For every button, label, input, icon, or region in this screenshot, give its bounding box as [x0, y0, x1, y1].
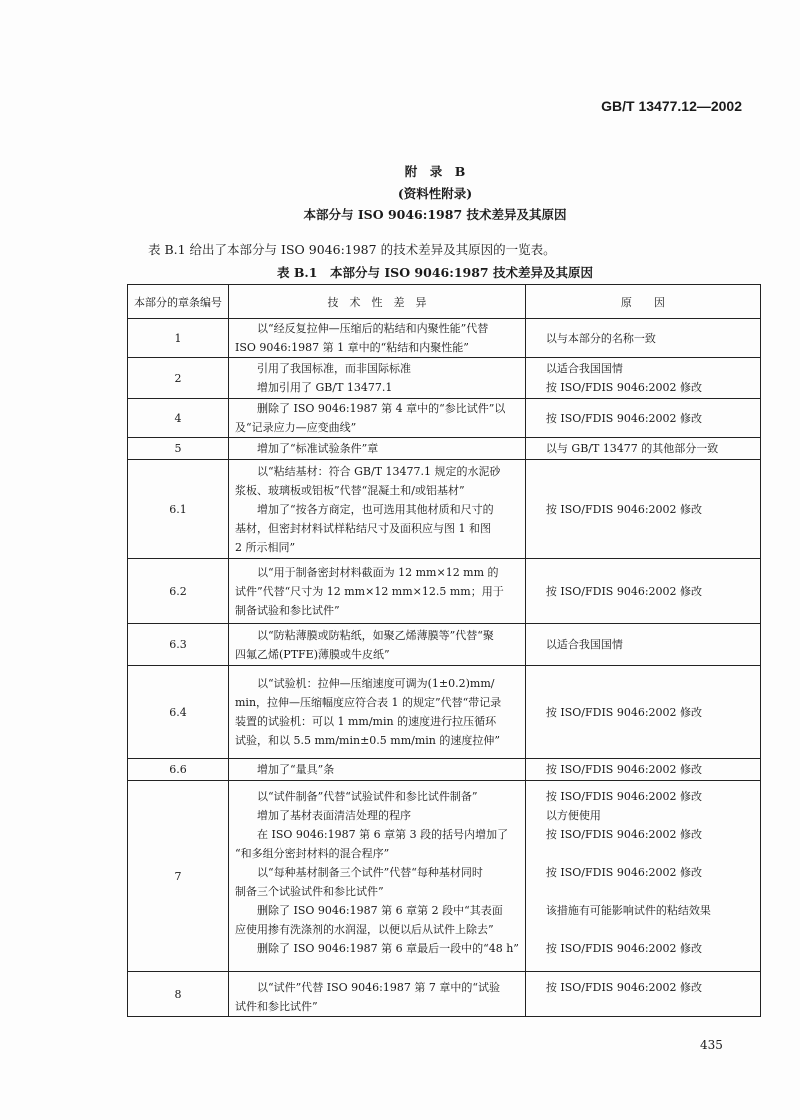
reason-line: 该措施有可能影响试件的粘结效果 — [545, 904, 711, 917]
reason-line: 以适合我国国情 — [545, 638, 623, 651]
reason-line — [546, 920, 754, 939]
table-caption: 表 B.1 本部分与 ISO 9046:1987 技术差异及其原因 — [277, 265, 593, 280]
reason-line — [546, 844, 754, 863]
standard-number: GB/T 13477.12—2002 — [601, 98, 742, 114]
reason-line: 按 ISO/FDIS 9046:2002 修改 — [545, 584, 703, 598]
header-difference: 技 术 性 差 异 — [229, 285, 526, 319]
clause-number: 2 — [128, 358, 229, 399]
difference-cell — [229, 358, 526, 399]
clause-number: 6.3 — [128, 624, 229, 666]
reason-line: 按 ISO/FDIS 9046:2002 修改 — [545, 502, 703, 516]
reason-line: 按 ISO/FDIS 9046:2002 修改 — [545, 763, 703, 776]
header-clause: 本部分的章条编号 — [128, 285, 229, 319]
reason-line: 按 ISO/FDIS 9046:2002 修改 — [545, 866, 703, 879]
difference-cell — [229, 399, 526, 438]
difference-line: 增加了“按各方商定，也可选用其他材质和尺寸的 — [257, 502, 494, 516]
reason-cell — [525, 319, 760, 358]
difference-line: 增加了基材表面清洁处理的程序 — [257, 809, 411, 822]
difference-line: 删除了 ISO 9046:1987 第 6 章第 2 段中“其表面 — [257, 904, 503, 917]
difference-line: 试件”代替“尺寸为 12 mm×12 mm×12.5 mm；用于 — [235, 584, 504, 598]
clause-number: 4 — [128, 399, 229, 438]
reason-cell — [525, 781, 760, 972]
difference-line: 制备试验和参比试件” — [235, 603, 340, 617]
difference-line: 以“粘结基材：符合 GB/T 13477.1 规定的水泥砂 — [257, 464, 501, 478]
difference-line: min，拉伸—压缩幅度应符合表 1 的规定”代替“带记录 — [235, 696, 502, 709]
difference-cell — [229, 972, 526, 1017]
table-row — [128, 438, 761, 460]
difference-cell — [229, 460, 526, 559]
reason-cell — [525, 559, 760, 624]
clause-number: 6.6 — [128, 759, 229, 781]
table-row — [128, 781, 761, 972]
clause-number: 1 — [128, 319, 229, 358]
intro-paragraph: 表 B.1 给出了本部分与 ISO 9046:1987 的技术差异及其原因的一览表。 — [148, 242, 556, 257]
difference-cell — [229, 666, 526, 759]
reason-line: 按 ISO/FDIS 9046:2002 修改 — [545, 381, 703, 394]
clause-number: 6.4 — [128, 666, 229, 759]
table-row — [128, 559, 761, 624]
table-row — [128, 399, 761, 438]
difference-line: 四氟乙烯(PTFE)薄膜或牛皮纸” — [235, 647, 390, 661]
reason-line: 以与本部分的名称一致 — [545, 331, 656, 345]
difference-cell — [229, 781, 526, 972]
difference-line: 以“试验机：拉伸—压缩速度可调为(1±0.2)mm/ — [257, 677, 495, 690]
page-number: 435 — [700, 1038, 723, 1052]
reason-line: 以与 GB/T 13477 的其他部分一致 — [545, 442, 719, 455]
reason-line: 按 ISO/FDIS 9046:2002 修改 — [545, 981, 703, 994]
difference-line: “和多组分密封材料的混合程序” — [235, 847, 390, 860]
difference-line: ISO 9046:1987 第 1 章中的“粘结和内聚性能” — [235, 341, 469, 354]
difference-line: 应使用掺有洗涤剂的水润湿，以便以后从试件上除去” — [235, 923, 494, 936]
clause-number: 5 — [128, 438, 229, 460]
reason-cell — [525, 666, 760, 759]
reason-line: 按 ISO/FDIS 9046:2002 修改 — [545, 942, 703, 955]
annex-label: 附 录 B — [404, 164, 466, 179]
reason-line: 按 ISO/FDIS 9046:2002 修改 — [545, 790, 703, 803]
reason-line: 按 ISO/FDIS 9046:2002 修改 — [545, 411, 703, 425]
table-header-row — [128, 285, 761, 319]
annex-heading: 本部分与 ISO 9046:1987 技术差异及其原因 — [303, 207, 567, 222]
table-row — [128, 624, 761, 666]
reason-cell — [525, 438, 760, 460]
reason-line: 以适合我国国情 — [545, 362, 623, 375]
difference-line: 以“经反复拉伸—压缩后的粘结和内聚性能”代替 — [257, 322, 489, 335]
difference-cell — [229, 759, 526, 781]
difference-cell — [229, 319, 526, 358]
difference-line: 在 ISO 9046:1987 第 6 章第 3 段的括号内增加了 — [257, 828, 509, 841]
difference-line: 增加引用了 GB/T 13477.1 — [257, 381, 393, 394]
reason-cell — [525, 972, 760, 1017]
difference-line: 删除了 ISO 9046:1987 第 4 章中的“参比试件”以 — [257, 402, 506, 415]
difference-cell — [229, 438, 526, 460]
annex-type: (资料性附录) — [397, 186, 473, 201]
difference-line: 制备三个试验试件和参比试件” — [235, 885, 384, 898]
reason-cell — [525, 460, 760, 559]
reason-line: 以方便使用 — [545, 809, 601, 822]
reason-cell — [525, 624, 760, 666]
difference-cell — [229, 624, 526, 666]
reason-line — [546, 882, 754, 901]
table-row — [128, 319, 761, 358]
difference-line: 以“用于制备密封材料截面为 12 mm×12 mm 的 — [257, 565, 499, 579]
difference-line: 2 所示相同” — [235, 540, 296, 554]
difference-line: 增加了“标准试验条件”章 — [257, 442, 379, 455]
table-row — [128, 759, 761, 781]
clause-number: 6.1 — [128, 460, 229, 559]
reason-cell — [525, 358, 760, 399]
reason-line: 按 ISO/FDIS 9046:2002 修改 — [545, 705, 703, 719]
difference-line: 引用了我国标准，而非国际标准 — [257, 362, 411, 375]
difference-line: 基材，但密封材料试样粘结尺寸及面积应与图 1 和图 — [235, 521, 491, 535]
clause-number: 8 — [128, 972, 229, 1017]
difference-line: 增加了“量具”条 — [257, 763, 335, 776]
difference-line: 以“试件”代替 ISO 9046:1987 第 7 章中的“试验 — [257, 981, 500, 994]
reason-cell — [525, 399, 760, 438]
difference-line: 以“防粘薄膜或防粘纸，如聚乙烯薄膜等”代替“聚 — [257, 628, 494, 642]
header-reason: 原 因 — [525, 285, 760, 319]
difference-line: 以“每种基材制备三个试件”代替“每种基材同时 — [257, 866, 483, 879]
clause-number: 7 — [128, 781, 229, 972]
difference-line: 试验，和以 5.5 mm/min±0.5 mm/min 的速度拉伸” — [235, 734, 501, 747]
reason-line: 按 ISO/FDIS 9046:2002 修改 — [545, 828, 703, 841]
difference-line: 删除了 ISO 9046:1987 第 6 章最后一段中的“48 h” — [257, 942, 519, 955]
difference-line: 浆板、玻璃板或铝板”代替“混凝土和/或铝基材” — [235, 483, 465, 497]
difference-cell — [229, 559, 526, 624]
reason-cell — [525, 759, 760, 781]
difference-line: 试件和参比试件” — [235, 1000, 318, 1013]
table-row — [128, 460, 761, 559]
difference-line: 以“试件制备”代替“试验试件和参比试件制备” — [257, 790, 478, 803]
clause-number: 6.2 — [128, 559, 229, 624]
table-row — [128, 666, 761, 759]
table-row — [128, 972, 761, 1017]
difference-line: 及“记录应力—应变曲线” — [235, 421, 357, 434]
differences-table — [127, 284, 761, 1017]
difference-line: 装置的试验机：可以 1 mm/min 的速度进行拉压循环 — [235, 715, 497, 728]
table-row — [128, 358, 761, 399]
